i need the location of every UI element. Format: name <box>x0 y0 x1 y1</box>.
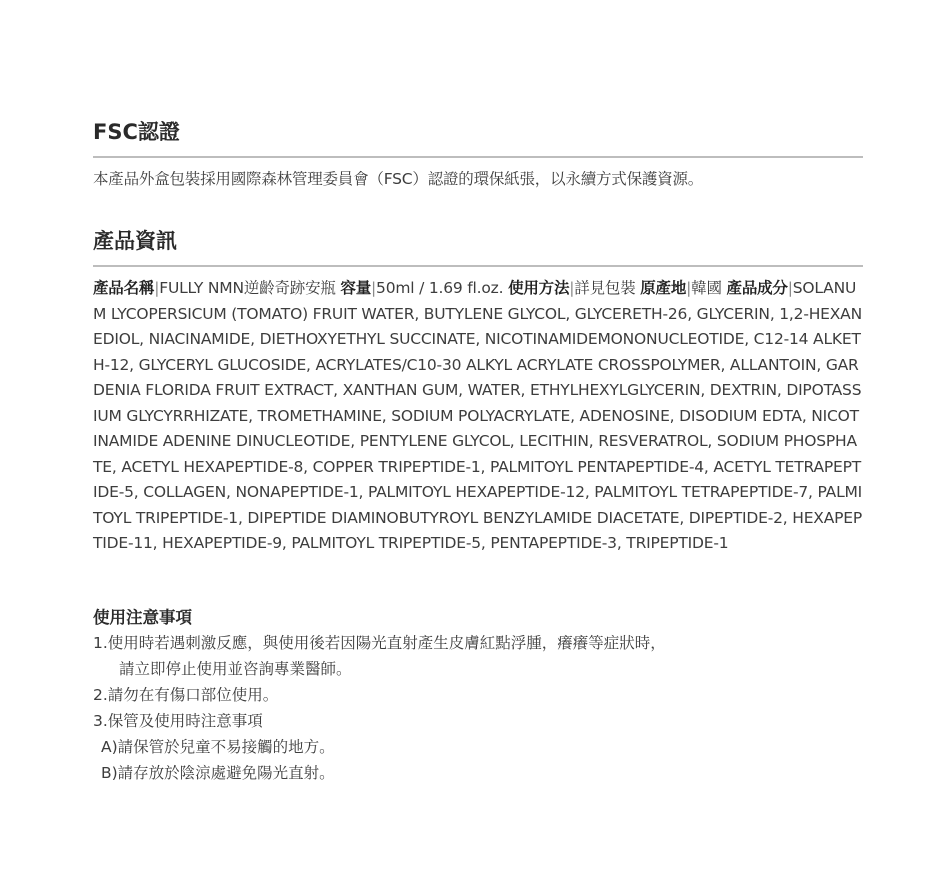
usage-label: 使用方法 <box>508 279 570 297</box>
separator: | <box>371 279 377 297</box>
caution-heading: 使用注意事項 <box>93 608 192 627</box>
caution-item-1: 1.使用時若遇刺激反應，與使用後若因陽光直射產生皮膚紅點浮腫，癢癢等症狀時， <box>93 634 666 652</box>
separator: | <box>787 279 793 297</box>
separator: | <box>686 279 692 297</box>
separator: | <box>154 279 160 297</box>
caution-item-1-continued: 請立即停止使用並咨詢專業醫師。 <box>119 660 352 678</box>
ingredients-label: 產品成分 <box>726 279 788 297</box>
origin-label: 原產地 <box>640 279 687 297</box>
fsc-section <box>93 118 863 193</box>
caution-item-3: 3.保管及使用時注意事項 <box>93 712 263 730</box>
volume-value: 50ml / 1.69 fl.oz. <box>376 279 504 297</box>
product-name-label: 產品名稱 <box>93 279 155 297</box>
caution-section <box>93 605 863 786</box>
ingredients-value: SOLANUM LYCOPERSICUM (TOMATO) FRUIT WATER, BUTYLENE GLYCOL, GLYCERETH-26, GLYCERIN, 1,2-HEXANEDIOL, NIACINAMIDE, DIETHOXYETHYL SUCCINATE, NICOTINAMIDEMONONUCLEOTIDE, C12-14 ALKETH-12, GLYCERYL GLUCOSIDE, ACRYLATES/C10-30 ALKYL ACRYLATE CROSSPOLYMER, ALLANTOIN, GARDENIA FLORIDA FRUIT EXTRACT, XANTHAN GUM, WATER, ETHYLHEXYLGLYCERIN, DEXTRIN, DIPOTASSIUM GLYCYRRHIZATE, TROMETHAMINE, SODIUM POLYACRYLATE, ADENOSINE, DISODIUM EDTA, NICOTINAMIDE ADENINE DINUCLEOTIDE, PENTYLENE GLYCOL, LECITHIN, RESVERATROL, SODIUM PHOSPHATE, ACETYL HEXAPEPTIDE-8, COPPER TRIPEPTIDE-1, PALMITOYL PENTAPEPTIDE-4, ACETYL TETRAPEPTIDE-5, COLLAGEN, NONAPEPTIDE-1, PALMITOYL HEXAPEPTIDE-12, PALMITOYL TETRAPEPTIDE-7, PALMITOYL TRIPEPTIDE-1, DIPEPTIDE DIAMINOBUTYROYL BENZYLAMIDE DIACETATE, DIPEPTIDE-2, HEXAPEPTIDE-11, HEXAPEPTIDE-9, PALMITOYL TRIPEPTIDE-5, PENTAPEPTIDE-3, TRIPEPTIDE-1 <box>93 279 863 552</box>
separator: | <box>569 279 575 297</box>
usage-value: 詳見包裝 <box>574 279 636 297</box>
fsc-description: 本產品外盒包裝採用國際森林管理委員會（FSC）認證的環保紙張，以永續方式保護資源。 <box>93 170 704 188</box>
volume-label: 容量 <box>340 279 372 297</box>
product-info-heading: 產品資訊 <box>93 229 177 253</box>
fsc-divider <box>93 156 863 158</box>
caution-item-3a: A)請保管於兒童不易接觸的地方。 <box>101 738 335 756</box>
product-info-body <box>93 276 863 557</box>
product-info-divider <box>93 265 863 267</box>
caution-item-2: 2.請勿在有傷口部位使用。 <box>93 686 279 704</box>
product-name-value: FULLY NMN逆齡奇跡安瓶 <box>159 279 336 297</box>
product-info-section <box>93 227 863 557</box>
origin-value: 韓國 <box>691 279 722 297</box>
caution-item-3b: B)請存放於陰涼處避免陽光直射。 <box>101 764 335 782</box>
fsc-heading: FSC認證 <box>93 120 180 144</box>
